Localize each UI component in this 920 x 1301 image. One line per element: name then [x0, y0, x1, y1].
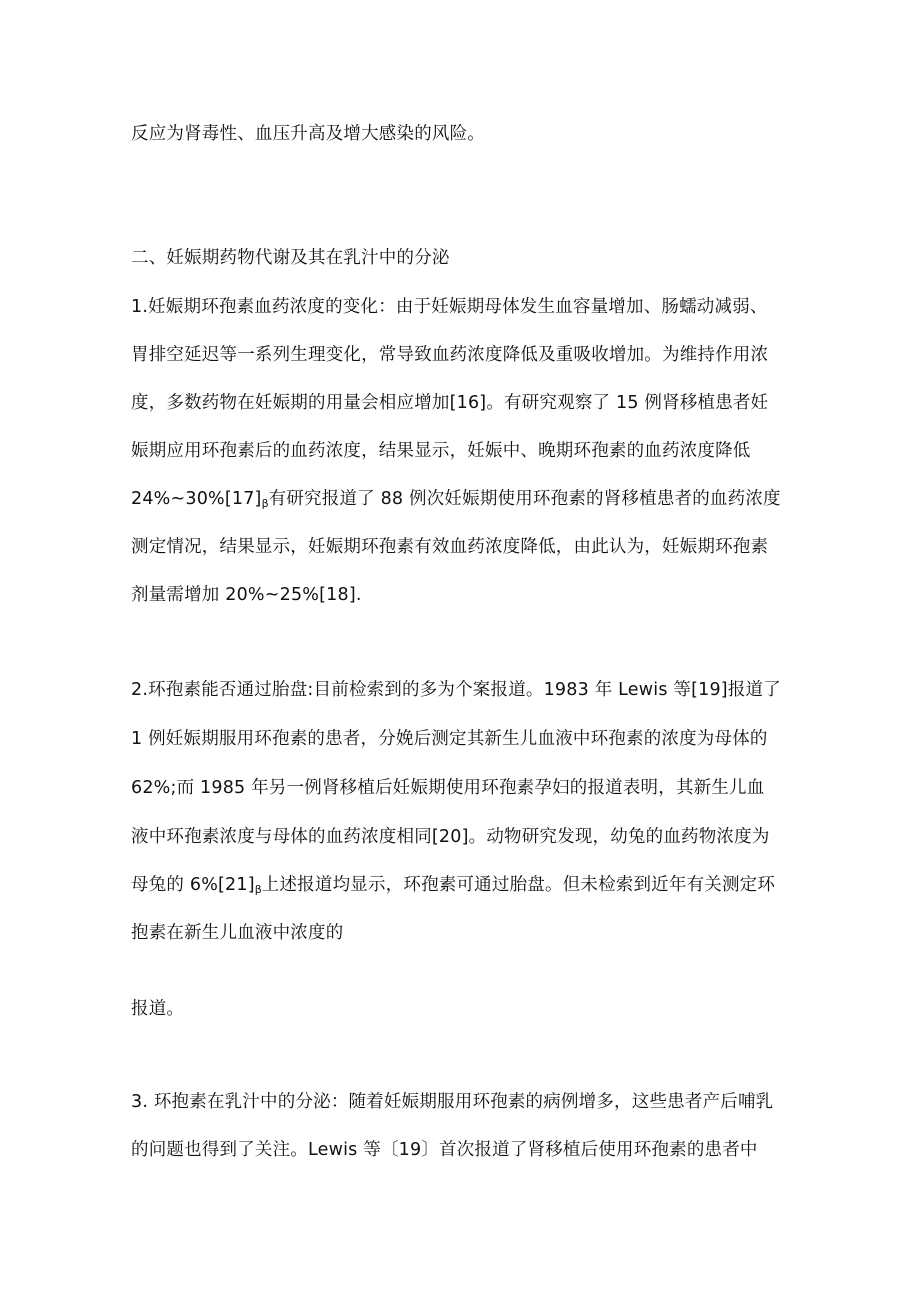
- p2-line-1: 2.环孢素能否通过胎盘:目前检索到的多为个案报道。1983 年 Lewis 等[19]报道了: [131, 680, 781, 700]
- p3-line-2: 的问题也得到了关注。Lewis 等〔19〕首次报道了肾移植后使用环孢素的患者中: [131, 1140, 758, 1160]
- p2-line-4: 液中环孢素浓度与母体的血药浓度相同[20]。动物研究发现，幼兔的血药物浓度为: [131, 827, 770, 847]
- p2-line-7: 报道。: [131, 999, 185, 1019]
- p2-line-6: 抱素在新生儿血液中浓度的: [131, 923, 344, 943]
- p2-line-3: 62%;而 1985 年另一例肾移植后妊娠期使用环孢素孕妇的报道表明，其新生儿血: [131, 778, 765, 798]
- p1-line-5-end: 有研究报道了 88 例次妊娠期使用环孢素的肾移植患者的血药浓度: [268, 489, 781, 509]
- p2-line-5-subscript: β: [254, 883, 262, 896]
- intro-line-1: 反应为肾毒性、血压升高及增大感染的风险。: [131, 124, 485, 144]
- p1-line-6: 测定情况，结果显示，妊娠期环孢素有效血药浓度降低，由此认为，妊娠期环孢素: [131, 537, 769, 557]
- p1-line-2: 胃排空延迟等一系列生理变化，常导致血药浓度降低及重吸收增加。为维持作用浓: [131, 345, 769, 365]
- section-heading: 二、妊娠期药物代谢及其在乳汁中的分泌: [131, 248, 450, 268]
- p1-line-7: 剂量需增加 20%~25%[18].: [131, 585, 362, 605]
- p2-line-5-start: 母兔的 6%[21]: [131, 875, 255, 895]
- p1-line-3: 度，多数药物在妊娠期的用量会相应增加[16]。有研究观察了 15 例肾移植患者妊: [131, 393, 769, 413]
- p2-line-5: [131, 873, 775, 902]
- p2-line-2: 1 例妊娠期服用环孢素的患者，分娩后测定其新生儿血液中环孢素的浓度为母体的: [131, 729, 768, 749]
- p1-line-5-subscript: β: [261, 497, 269, 510]
- p1-line-1: 1.妊娠期环孢素血药浓度的变化：由于妊娠期母体发生血容量增加、肠蠕动减弱、: [131, 297, 768, 317]
- p1-line-5: [131, 487, 781, 516]
- p1-line-4: 娠期应用环孢素后的血药浓度，结果显示，妊娠中、晚期环孢素的血药浓度降低: [131, 441, 751, 461]
- p3-line-1: 3. 环抱素在乳汁中的分泌：随着妊娠期服用环孢素的病例增多，这些患者产后哺乳: [131, 1092, 774, 1112]
- p1-line-5-start: 24%~30%[17]: [131, 489, 262, 509]
- p2-line-5-end: 上述报道均显示，环孢素可通过胎盘。但未检索到近年有关测定环: [261, 875, 776, 895]
